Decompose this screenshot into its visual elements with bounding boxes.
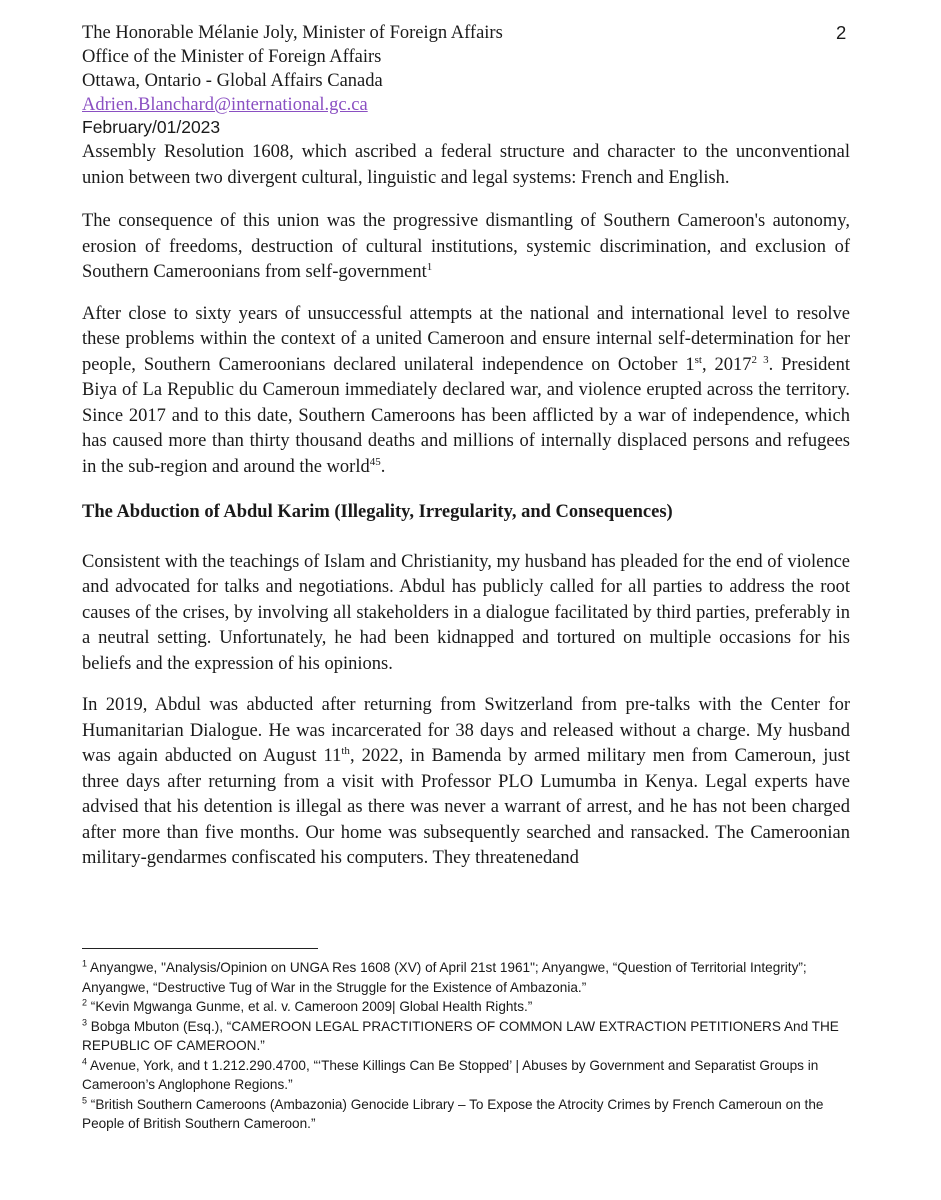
paragraph-3-text-d: .	[380, 456, 386, 477]
paragraph-5-text-a: In 2019, Abdul was abducted after returning from Switzerland from pre-talks with the Center for Humanitarian Dialogue. He was incarcerated for 38 days and released without a charge. My husband was again abducted on August 11	[82, 695, 850, 766]
paragraph-3-text-c: . President Biya of La Republic du Cameroun immediately declared war, and violence erupted across the territory. Since 2017 and to this date, Southern Cameroons has been afflicted by a war of independence, which has caused more than thirty thousand deaths and millions of internally displaced persons and refugees in the sub-region and around the world	[82, 354, 850, 477]
footnote-number: 1	[82, 958, 88, 969]
footnote-ref-1[interactable]: 1	[426, 260, 433, 273]
footnote-text: Avenue, York, and t 1.212.290.4700, “‘These Killings Can Be Stopped’ | Abuses by Government and Separatist Groups in Cameroon’s Anglophone Regions.”	[82, 1057, 819, 1092]
footnote-ref-4-5[interactable]: 45	[369, 455, 381, 468]
letter-body	[82, 140, 850, 888]
footnote-number: 2	[82, 997, 88, 1008]
letter-header	[82, 21, 503, 117]
footnote-divider	[82, 948, 318, 949]
section-heading: The Abduction of Abdul Karim (Illegality, Irregularity, and Consequences)	[82, 502, 673, 522]
footnote	[82, 1056, 852, 1095]
recipient-address: Ottawa, Ontario - Global Affairs Canada	[82, 71, 383, 91]
letter-date: February/01/2023	[82, 117, 221, 137]
footnote-text: Bobga Mbuton (Esq.), “CAMEROON LEGAL PRACTITIONERS OF COMMON LAW EXTRACTION PETITIONERS And THE REPUBLIC OF CAMEROON.”	[82, 1018, 839, 1053]
footnote-text: Anyangwe, "Analysis/Opinion on UNGA Res 1608 (XV) of April 21st 1961"; Anyangwe, “Question of Territorial Integrity”; Anyangwe, “Destructive Tug of War in the Struggle for the Existence of Ambazonia.”	[82, 960, 807, 995]
footnote-ref-2-3[interactable]: 2 3	[751, 353, 769, 366]
footnote	[82, 1017, 852, 1056]
paragraph-2	[82, 209, 850, 286]
paragraph-3-text-b: , 2017	[701, 354, 752, 375]
paragraph-5	[82, 693, 850, 872]
footnote	[82, 958, 852, 997]
recipient-name: The Honorable Mélanie Joly, Minister of Foreign Affairs	[82, 23, 503, 43]
recipient-office: Office of the Minister of Foreign Affairs	[82, 47, 382, 67]
ordinal-suffix: st	[694, 353, 702, 366]
footnotes	[82, 958, 852, 1134]
footnote	[82, 997, 852, 1017]
ordinal-suffix: th	[341, 744, 350, 757]
paragraph-2-text: The consequence of this union was the progressive dismantling of Southern Cameroon's autonomy, erosion of freedoms, destruction of cultural institutions, systemic discrimination, and exclusion of Southern Cameroonians from self-government	[82, 211, 850, 282]
paragraph-4: Consistent with the teachings of Islam and Christianity, my husband has pleaded for the end of violence and advocated for talks and negotiations. Abdul has publicly called for all parties to address the root causes of the crises, by involving all stakeholders in a dialogue facilitated by third parties, preferably in a neutral setting. Unfortunately, he had been kidnapped and tortured on multiple occasions for his beliefs and the expression of his opinions.	[82, 551, 850, 674]
footnote-text: “Kevin Mgwanga Gunme, et al. v. Cameroon 2009| Global Health Rights.”	[90, 999, 533, 1014]
paragraph-3-text-a: After close to sixty years of unsuccessful attempts at the national and international level to resolve these problems within the context of a united Cameroon and ensure internal self-determination for her people, Southern Cameroonians declared unilateral independence on October 1	[82, 303, 850, 375]
footnote-text: “British Southern Cameroons (Ambazonia) Genocide Library – To Expose the Atrocity Crimes by French Cameroun on the People of British Southern Cameroon.”	[82, 1096, 824, 1131]
paragraph-5-text-b: , 2022, in Bamenda by armed military men from Cameroun, just three days after returning from a visit with Professor PLO Lumumba in Kenya. Legal experts have advised that his detention is illegal as there was never a warrant of arrest, and he has not been charged after more than five months. Our home was subsequently searched and ransacked. The Cameroonian military-gendarmes confiscated his computers. They threatenedand	[82, 746, 850, 868]
paragraph-3	[82, 302, 850, 481]
footnote-number: 4	[82, 1055, 88, 1066]
email-link[interactable]: Adrien.Blanchard@international.gc.ca	[82, 95, 368, 115]
page-number: 2	[836, 22, 847, 43]
paragraph-1: Assembly Resolution 1608, which ascribed a federal structure and character to the unconventional union between two divergent cultural, linguistic and legal systems: French and English.	[82, 142, 850, 188]
footnote-number: 3	[82, 1016, 88, 1027]
footnote-number: 5	[82, 1094, 88, 1105]
footnote	[82, 1095, 852, 1134]
